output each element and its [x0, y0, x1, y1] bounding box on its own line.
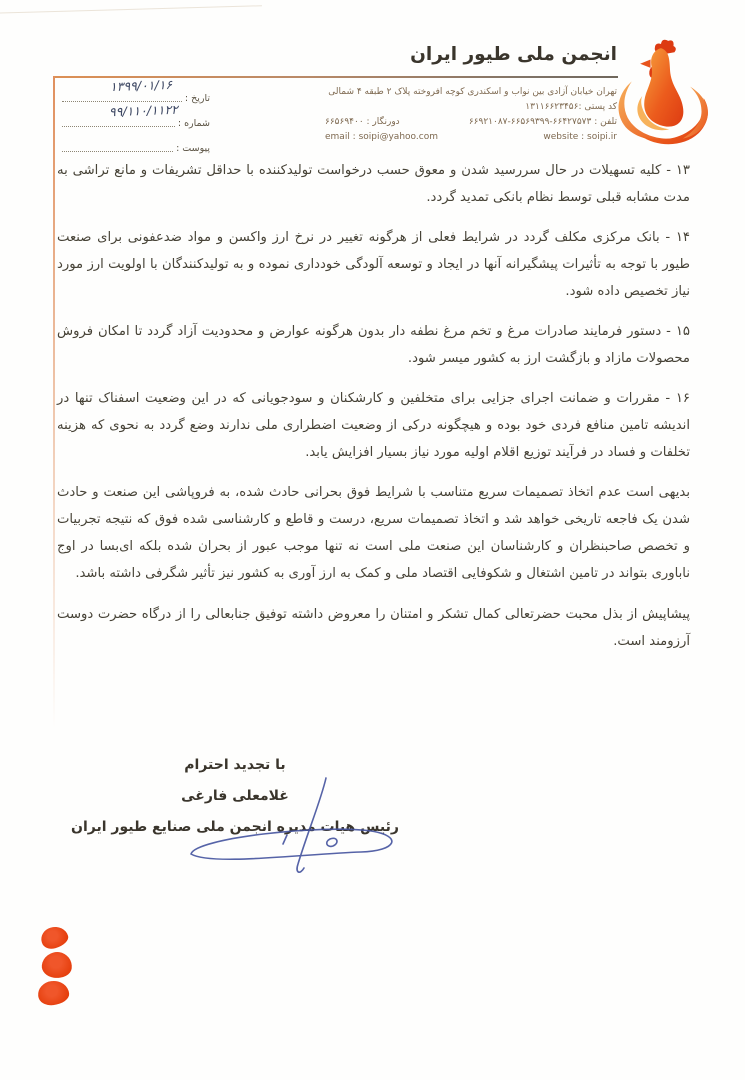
signatory-name: غلامعلی فارغی: [181, 788, 289, 804]
meta-box: [62, 76, 210, 155]
signature-block: [55, 750, 415, 843]
number-handwritten-value: ۹۹/۱۱۰/۱۱۲۲: [108, 101, 179, 120]
paragraph-item-14: ۱۴ - بانک مرکزی مکلف گردد در شرایط فعلی از هرگونه تغییر در نرخ ارز واکسن و مواد ضدعفونی برای صنعت طیور با توجه به تأثیرات پیشگیرانه آنها در ایجاد و توسعه آلودگی خودداری نموده و به تولیدکنندگان با اولویت ارز مورد نیاز تخصیص داده شود.: [57, 230, 690, 299]
paragraph-item-15: ۱۵ - دستور فرمایند صادرات مرغ و تخم مرغ نطفه دار بدون هرگونه عوارض و محدودیت آزاد گردد تا امکان فروش محصولات مازاد و بازگشت ارز به کشور میسر شود.: [57, 324, 690, 366]
letterhead-contact-block: [325, 85, 617, 145]
egg-mark-icon: [39, 924, 71, 952]
rooster-logo-icon: [610, 38, 714, 156]
attachment-label: پیوست :: [176, 143, 210, 154]
email-line: email : soipi@yahoo.com: [325, 132, 438, 142]
date-label: تاریخ :: [184, 93, 210, 104]
egg-mark-icon: [37, 979, 70, 1006]
date-handwritten-value: ۱۳۹۹/۰۱/۱۶: [109, 76, 173, 95]
number-dotted-line: [62, 125, 175, 127]
phone-line: تلفن : ۶۶۴۲۷۵۷۳-۶۶۵۶۹۳۹۹-۶۶۹۲۱۰۸۷: [468, 117, 617, 127]
scan-artifact-line: [0, 5, 262, 14]
paragraph-item-16: ۱۶ - مقررات و ضمانت اجرای جزایی برای متخلفین و کارشکنان و سودجویانی که در این وضعیت اسفناک تنها در اندیشه تامین منافع فردی خود بوده و هیچگونه درکی از وضعیت اضطراری ملی ندارند وضع گردد به نحوی که هزینه تخلفات و فساد در فرآیند توزیع اقلام اولیه مورد نیاز بسیار افزایش یابد.: [57, 391, 690, 460]
signature-closing: با تجدید احترام: [184, 757, 286, 773]
address-line: تهران خیابان آزادی بین نواب و اسکندری کوچه افروخته پلاک ۲ طبقه ۴ شمالی: [328, 87, 617, 97]
number-label: شماره :: [177, 118, 210, 129]
letter-body: [57, 157, 690, 668]
website-line: website : soipi.ir: [543, 132, 617, 142]
org-title: انجمن ملی طیور ایران: [410, 44, 617, 65]
postal-code-line: کد پستی :۱۳۱۱۶۶۲۳۴۵۶: [525, 102, 617, 112]
letterhead-side-rule: [53, 76, 55, 756]
fax-line: دورنگار : ۶۶۵۶۹۴۰۰: [325, 117, 400, 127]
paragraph-item-13: ۱۳ - کلیه تسهیلات در حال سررسید شدن و معوق حسب درخواست تولیدکننده با حداقل تشریفات و مانع تراشی به مدت مشابه قبلی توسط نظام بانکی تمدید گردد.: [57, 163, 690, 205]
number-row: [62, 101, 210, 130]
signatory-title: رئیس هیات مدیره انجمن ملی صنایع طیور ایران: [71, 819, 399, 835]
paragraph-thanks: پیشاپیش از بذل محبت حضرتعالی کمال تشکر و امتنان را معروض داشته توفیق جنابعالی را از درگاه حضرت دوست آرزومند است.: [57, 607, 690, 649]
paragraph-conclusion: بدیهی است عدم اتخاذ تصمیمات سریع متناسب با شرایط فوق بحرانی حادث شده، به فروپاشی این صنعت و حادث شدن یک فاجعه تاریخی خواهد شد و اتخاذ تصمیمات سریع، درست و قاطع و کارشناسی شده فوق که نتیجه تجربیات و تخصص صاحبنظران و کارشناسان این صنعت ملی است نه تنها موجب عبور از بحران شده بلکه ای‌بسا در اوج ناباوری بتواند در تامین اشتغال و شکوفایی اقتصاد ملی و کمک به ارز آوری به کشور نیز تأثیر شگرفی داشته باشد.: [57, 485, 690, 581]
attachment-dotted-line: [62, 150, 173, 152]
attachment-row: [62, 130, 210, 155]
egg-mark-icon: [41, 950, 74, 979]
date-row: [62, 76, 210, 105]
